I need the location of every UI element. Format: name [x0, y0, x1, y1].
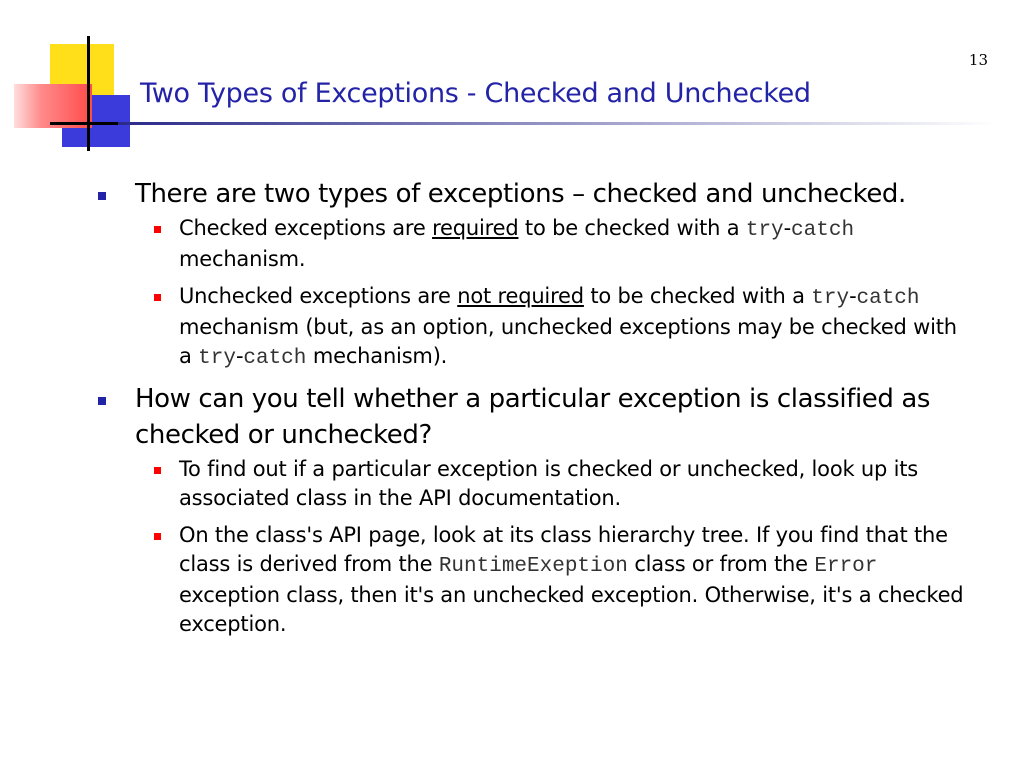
list-item [135, 282, 972, 373]
text-run: mechanism). [306, 344, 448, 368]
sub-bullet-text [179, 214, 972, 274]
slide-title: Two Types of Exceptions - Checked and Unchecked [140, 78, 811, 109]
code-text: catch [856, 287, 920, 310]
underlined-text: required [432, 216, 519, 240]
code-text: RuntimeExeption [438, 555, 628, 578]
slide-content [92, 176, 972, 647]
sub-bullet-list [135, 455, 972, 639]
bullet-text: There are two types of exceptions – checked and unchecked. [135, 179, 906, 209]
code-text: try [811, 287, 850, 310]
square-bullet-icon [98, 397, 106, 405]
list-item [135, 455, 972, 513]
code-text: Error [814, 555, 878, 578]
square-bullet-icon [154, 533, 161, 540]
text-run: to be checked with a [518, 216, 746, 240]
text-run: - [783, 216, 792, 240]
square-bullet-icon [154, 467, 161, 474]
page-number: 13 [968, 51, 988, 69]
text-run: On the class's API page, look at its class hierarchy tree. If you find that the class is derived from the [179, 523, 948, 576]
code-text: try [745, 219, 784, 242]
text-run: mechanism. [179, 247, 306, 271]
text-run: Unchecked exceptions are [179, 284, 458, 308]
title-underline-rule [118, 122, 998, 125]
sub-bullet-list [135, 214, 972, 373]
list-item [135, 521, 972, 639]
text-run: class or from the [627, 552, 815, 576]
bullet-list [92, 176, 972, 639]
code-text: catch [791, 219, 855, 242]
list-item [92, 381, 972, 639]
square-bullet-icon [154, 226, 161, 233]
text-run: exception class, then it's an unchecked exception. Otherwise, it's a checked exception. [179, 583, 964, 636]
square-bullet-icon [98, 192, 106, 200]
underlined-text: not required [457, 284, 584, 308]
list-item [135, 214, 972, 274]
sub-bullet-text [179, 282, 972, 373]
text-run: Checked exceptions are [179, 216, 433, 240]
text-run: to be checked with a [583, 284, 812, 308]
code-text: catch [243, 347, 307, 370]
square-bullet-icon [154, 294, 161, 301]
text-run: - [849, 284, 857, 308]
list-item [92, 176, 972, 373]
corner-decoration [0, 0, 150, 160]
bullet-text: How can you tell whether a particular exception is classified as checked or unchecked? [135, 384, 931, 450]
code-text: try [198, 347, 236, 370]
vertical-line-decoration [87, 36, 90, 151]
text-run: - [235, 344, 244, 368]
sub-bullet-text: To find out if a particular exception is checked or unchecked, look up its associated class in the API documentation. [179, 457, 919, 510]
sub-bullet-text [179, 521, 972, 639]
text-run: mechanism (but, as an option, unchecked exceptions may be checked with a [179, 315, 957, 368]
